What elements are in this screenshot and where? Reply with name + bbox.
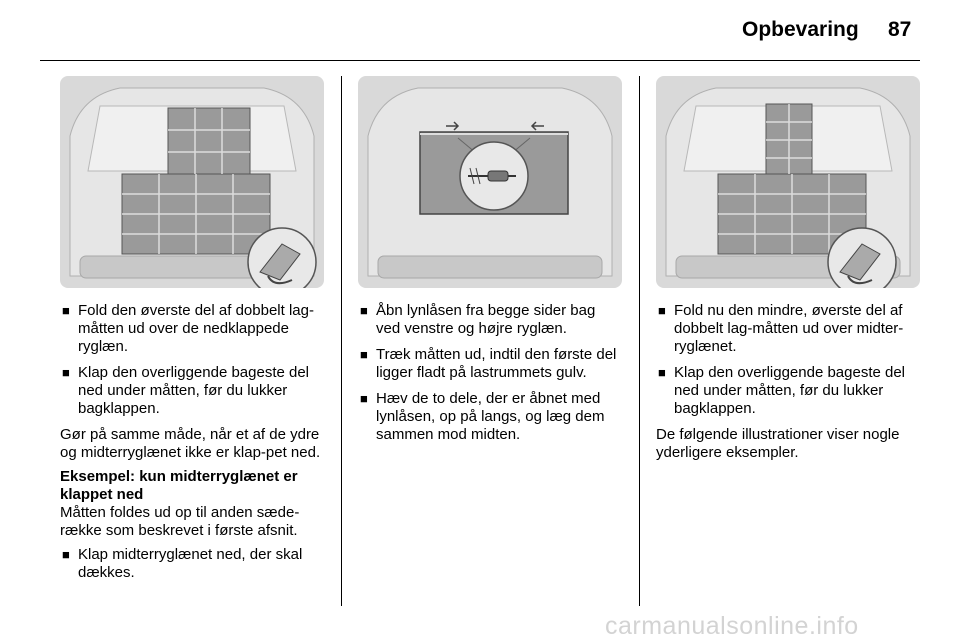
section-title: Opbevaring <box>742 18 859 41</box>
column-1-text <box>60 302 325 590</box>
instruction-text: Træk måtten ud, indtil den første del ligger fladt på lastrummets gulv. <box>376 346 617 381</box>
trunk-mat-center-figure <box>656 76 920 288</box>
instruction-bullet <box>656 364 921 418</box>
bullet-marker: ■ <box>360 303 368 318</box>
instruction-bullet <box>60 364 325 418</box>
instruction-text: Klap midterryglænet ned, der skal dækkes. <box>78 546 303 581</box>
instruction-bullet <box>656 302 921 356</box>
bullet-marker: ■ <box>658 303 666 318</box>
page-number: 87 <box>888 18 912 41</box>
instruction-text: Fold den øverste del af dobbelt lag-måtten ud over de nedklappede ryglæn. <box>78 302 314 355</box>
bullet-marker: ■ <box>360 347 368 362</box>
example-heading: Eksempel: kun midterryglænet er klappet ned <box>60 468 298 503</box>
header-divider <box>40 60 920 61</box>
bullet-marker: ■ <box>62 365 70 380</box>
trunk-mat-folded-figure <box>60 76 324 288</box>
column-divider-2 <box>639 76 640 606</box>
instruction-text: Hæv de to dele, der er åbnet med lynlåsen, op på langs, og læg dem sammen mod midten. <box>376 390 605 443</box>
instruction-text: Åbn lynlåsen fra begge sider bag ved venstre og højre ryglæn. <box>376 302 596 337</box>
column-2-text <box>358 302 623 452</box>
instruction-bullet <box>60 546 325 582</box>
column-3-text <box>656 302 921 468</box>
body-paragraph: Gør på samme måde, når et af de ydre og midterryglænet ikke er klap-pet ned. <box>60 426 321 461</box>
instruction-bullet <box>358 390 623 444</box>
instruction-bullet <box>358 302 623 338</box>
watermark: carmanualsonline.info <box>605 612 859 640</box>
bullet-marker: ■ <box>62 547 70 562</box>
bullet-marker: ■ <box>658 365 666 380</box>
example-text: Måtten foldes ud op til anden sæde-række som beskrevet i første afsnit. <box>60 504 300 539</box>
column-divider-1 <box>341 76 342 606</box>
instruction-bullet <box>60 302 325 356</box>
bullet-marker: ■ <box>360 391 368 406</box>
bullet-marker: ■ <box>62 303 70 318</box>
instruction-text: Fold nu den mindre, øverste del af dobbelt lag-måtten ud over midter-ryglænet. <box>674 302 904 355</box>
trunk-mat-zipper-figure <box>358 76 622 288</box>
instruction-text: Klap den overliggende bageste del ned under måtten, før du lukker bagklappen. <box>78 364 310 417</box>
instruction-text: Klap den overliggende bageste del ned under måtten, før du lukker bagklappen. <box>674 364 906 417</box>
body-paragraph: De følgende illustrationer viser nogle yderligere eksempler. <box>656 426 900 461</box>
instruction-bullet <box>358 346 623 382</box>
